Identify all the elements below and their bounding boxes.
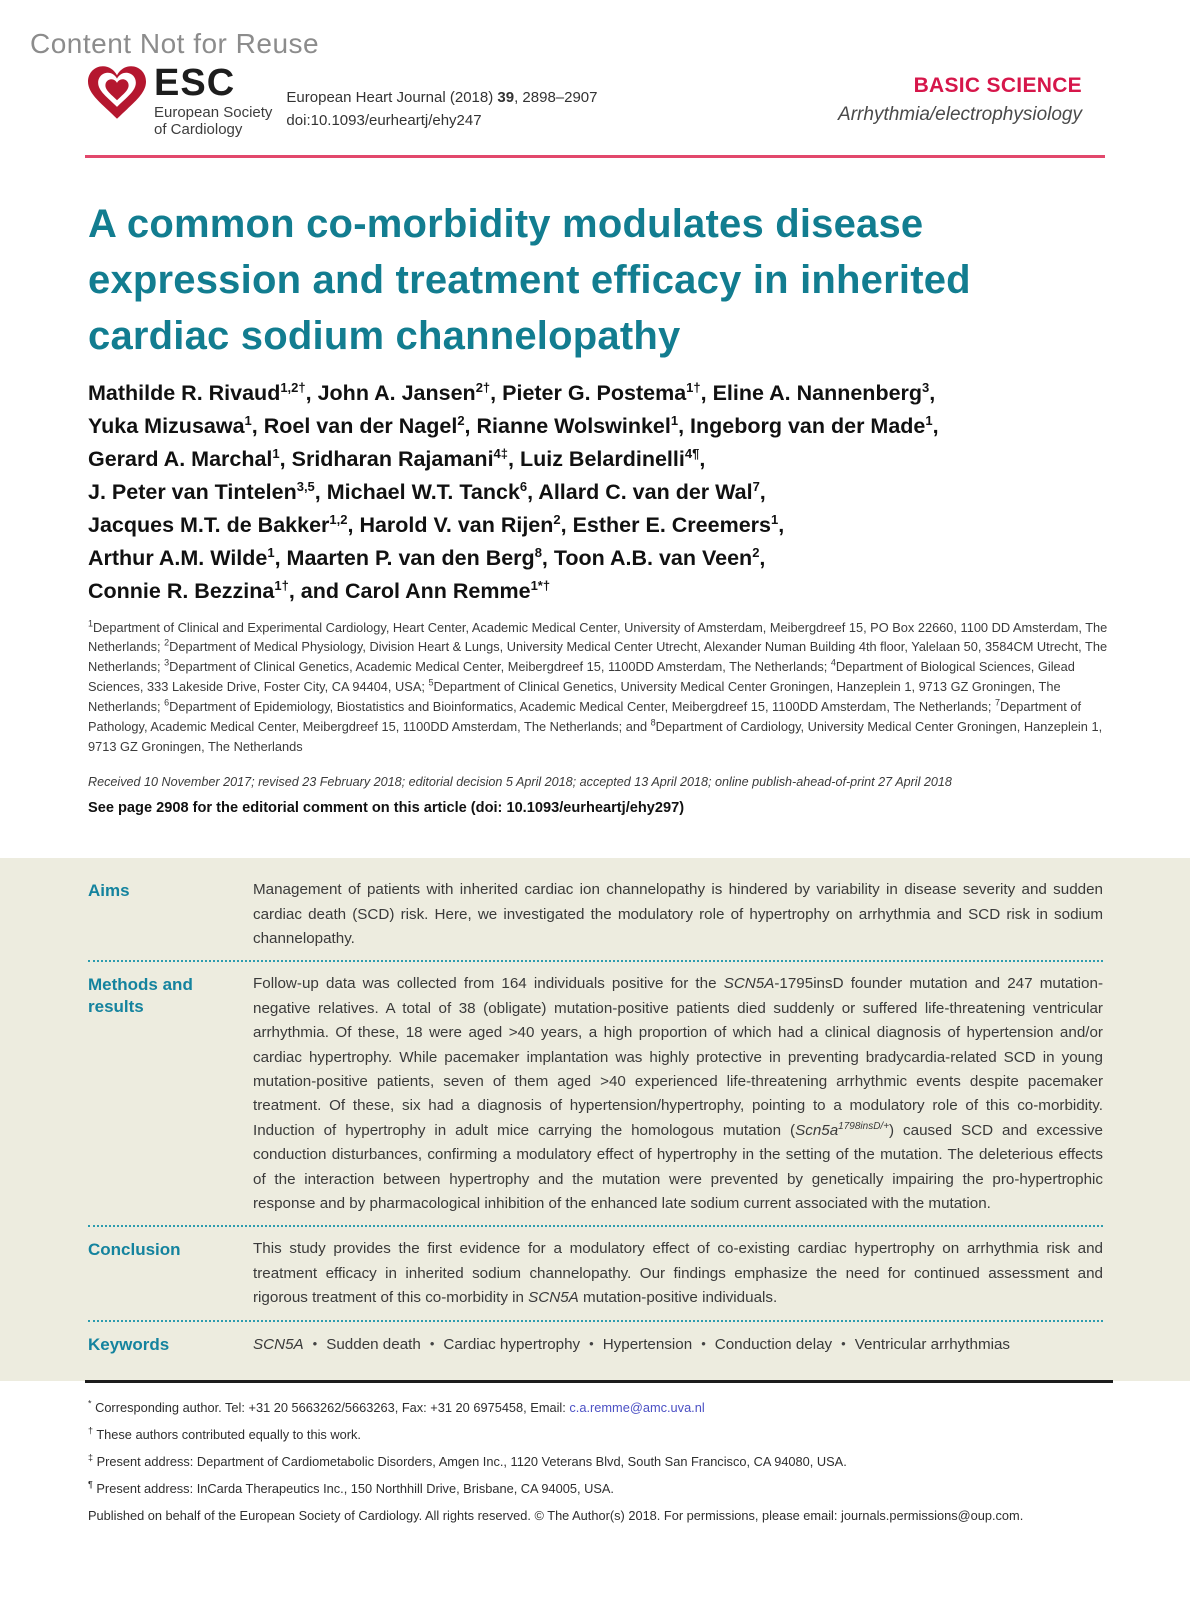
keyword: Ventricular arrhythmias [854,1335,1011,1353]
dotted-divider [88,960,1103,962]
keyword-bullet: • [701,1335,706,1351]
footnote: ¶ Present address: InCarda Therapeutics Inc., 150 Northhill Drive, Brisbane, CA 94005, USA. [88,1479,614,1497]
esc-abbr: ESC [154,62,236,104]
keyword-bullet: • [841,1335,846,1351]
footnotes [88,1399,1112,1526]
page-header [0,0,1200,139]
conclusion-label: Conclusion [88,1240,181,1260]
keyword-list [253,1332,1103,1357]
affiliations: $^1$Department of Clinical and Experimental Cardiology, Heart Center, Academic Medical Center, University of Amsterdam, Meibergdreef 15, PO Box 22660, 1100 DD Amsterdam, The Netherlands; $^2$Department of Medical Physiology, Division Heart & Lungs, University Medical Center Utrecht, Alexander Numan Building 4th floor, Yalelaan 50, 3584CM Utrecht, The Netherlands; $^3$Department of Clinical Genetics, Academic Medical Center, Meibergdreef 15, 1100DD Amsterdam, The Netherlands; $^4$Department of Biological Sciences, Gilead Sciences, 333 Lakeside Drive, Foster City, CA 94404, USA; $^5$Department of Clinical Genetics, University Medical Center Groningen, Hanzeplein 1, 9713 GZ Groningen, The Netherlands; $^6$Department of Epidemiology, Biostatistics and Bioinformatics, Academic Medical Center, Meibergdreef 15, 1100DD Amsterdam, The Netherlands; $^7$Department of Pathology, Academic Medical Center, Meibergdreef 15, 1100DD Amsterdam, The Netherlands; and $^8$Department of Cardiology, University Medical Center Groningen, Hanzeplein 1, 9713 GZ Groningen, The Netherlands [88,618,1108,755]
esc-text-block [154,64,272,139]
aims-text: Management of patients with inherited cardiac ion channelopathy is hindered by variability in disease severity and sudden cardiac death (SCD) risk. Here, we investigated the modulatory role of hypertrophy on arrhythmia and SCD risk in sodium channelopathy. [253,881,1103,947]
footnote: † These authors contributed equally to this work. [88,1425,361,1443]
keyword: Hypertension [602,1335,693,1353]
journal-citation: European Heart Journal (2018) 39, 2898–2907 [286,89,598,106]
keyword-bullet: • [429,1335,435,1351]
keyword: Cardiac hypertrophy [443,1335,581,1353]
received-dates: Received 10 November 2017; revised 23 February 2018; editorial decision 5 April 2018; accepted 13 April 2018; online publish-ahead-of-print 27 April 2018 [88,775,952,790]
keyword-bullet: • [312,1335,318,1351]
keywords-label: Keywords [88,1334,170,1354]
keyword-bullet: • [589,1335,594,1351]
keyword: Sudden death [326,1335,421,1353]
doi: doi:10.1093/eurheartj/ehy247 [286,112,482,130]
header-rule [85,155,1105,158]
footnote: * Corresponding author. Tel: +31 20 5663262/5663263, Fax: +31 20 6975458, Email: c.a.remme@amc.uva.nl [88,1398,705,1416]
esc-name: European Society of Cardiology [154,104,273,139]
aims-label: Aims [88,881,130,901]
journal-citation-block [286,64,597,133]
footnote: ‡ Present address: Department of Cardiometabolic Disorders, Amgen Inc., 1120 Veterans Blvd, South San Francisco, CA 94080, USA. [88,1452,847,1470]
abstract-box [0,858,1190,1381]
footnote: Published on behalf of the European Society of Cardiology. All rights reserved. © The Author(s) 2018. For permissions, please email: journals.permissions@oup.com. [88,1508,1024,1524]
email-link[interactable]: c.a.remme@amc.uva.nl [569,1400,705,1416]
author-list: Mathilde R. Rivaud$^{1,2\dagger}$, John A. Jansen$^{2\dagger}$, Pieter G. Postema$^{1\dagger}$, Eline A. Nannenberg$^3$, Yuka Mizusawa$^1$, Roel van der Nagel$^2$, Rianne Wolswinkel$^1$, Ingeborg van der Made$^1$, Gerard A. Marchal$^1$, Sridharan Rajamani$^{4\ddagger}$, Luiz Belardinelli$^{4\P}$, J. Peter van Tintelen$^{3,5}$, Michael W.T. Tanck$^6$, Allard C. van der Wal$^7$, Jacques M.T. de Bakker$^{1,2}$, Harold V. van Rijen$^2$, Esther E. Creemers$^1$, Arthur A.M. Wilde$^1$, Maarten P. van den Berg$^8$, Toon A.B. van Veen$^2$, Connie R. Bezzina$^{1\dagger}$, and Carol Ann Remme$^{1*\dagger}$ [88,379,939,603]
dotted-divider [88,1225,1103,1227]
methods-label: Methods and results [88,975,193,1017]
article-title: A common co-morbidity modulates disease expression and treatment efficacy in inherited cardiac sodium channelopathy [88,201,971,358]
watermark: Content Not for Reuse [30,28,320,59]
keyword: SCN5A [253,1335,304,1353]
dotted-divider [88,1320,1103,1322]
editorial-note: See page 2908 for the editorial comment on this article (doi: 10.1093/eurheartj/ehy297) [88,800,685,817]
methods-text: Follow-up data was collected from 164 individuals positive for the SCN5A-1795insD founder mutation and 247 mutation-negative relatives. A total of 38 (obligate) mutation-positive patients died suddenly or suffered life-threatening ventricular arrhythmia. Of these, 18 were aged >40 years, a high proportion of which had a clinical diagnosis of hypertension and/or cardiac hypertrophy. While pacemaker implantation was highly protective in preventing bradycardia-related SCD in young mutation-positive patients, seven of them aged >40 experienced life-threatening arrhythmic events despite pacemaker treatment. Of these, six had a diagnosis of hypertension/hypertrophy, pointing to a modulatory role of this co-morbidity. Induction of hypertrophy in adult mice carrying the homologous mutation $(Scn5a^{1798insD/+})$ caused SCD and excessive conduction disturbances, confirming a modulatory effect of hypertrophy in the setting of the mutation. The deleterious effects of the interaction between hypertrophy and the mutation were prevented by genetically impairing the pro-hypertrophic response and by pharmacological inhibition of the enhanced late sodium current associated with the mutation. [253,975,1103,1213]
esc-logo [88,64,272,139]
abstract-bottom-rule [85,1380,1113,1383]
heart-icon [88,66,146,119]
conclusion-text: This study provides the first evidence for a modulatory effect of co-existing cardiac hypertrophy on arrhythmia risk and treatment efficacy in inherited sodium channelopathy. Our findings emphasize the need for continued assessment and rigorous treatment of this co-morbidity in SCN5A mutation-positive individuals. [253,1240,1103,1307]
category-label: BASIC SCIENCE [913,74,1082,97]
subcategory-label: Arrhythmia/electrophysiology [838,104,1082,125]
keyword: Conduction delay [714,1335,833,1353]
section-banner [838,64,1082,126]
